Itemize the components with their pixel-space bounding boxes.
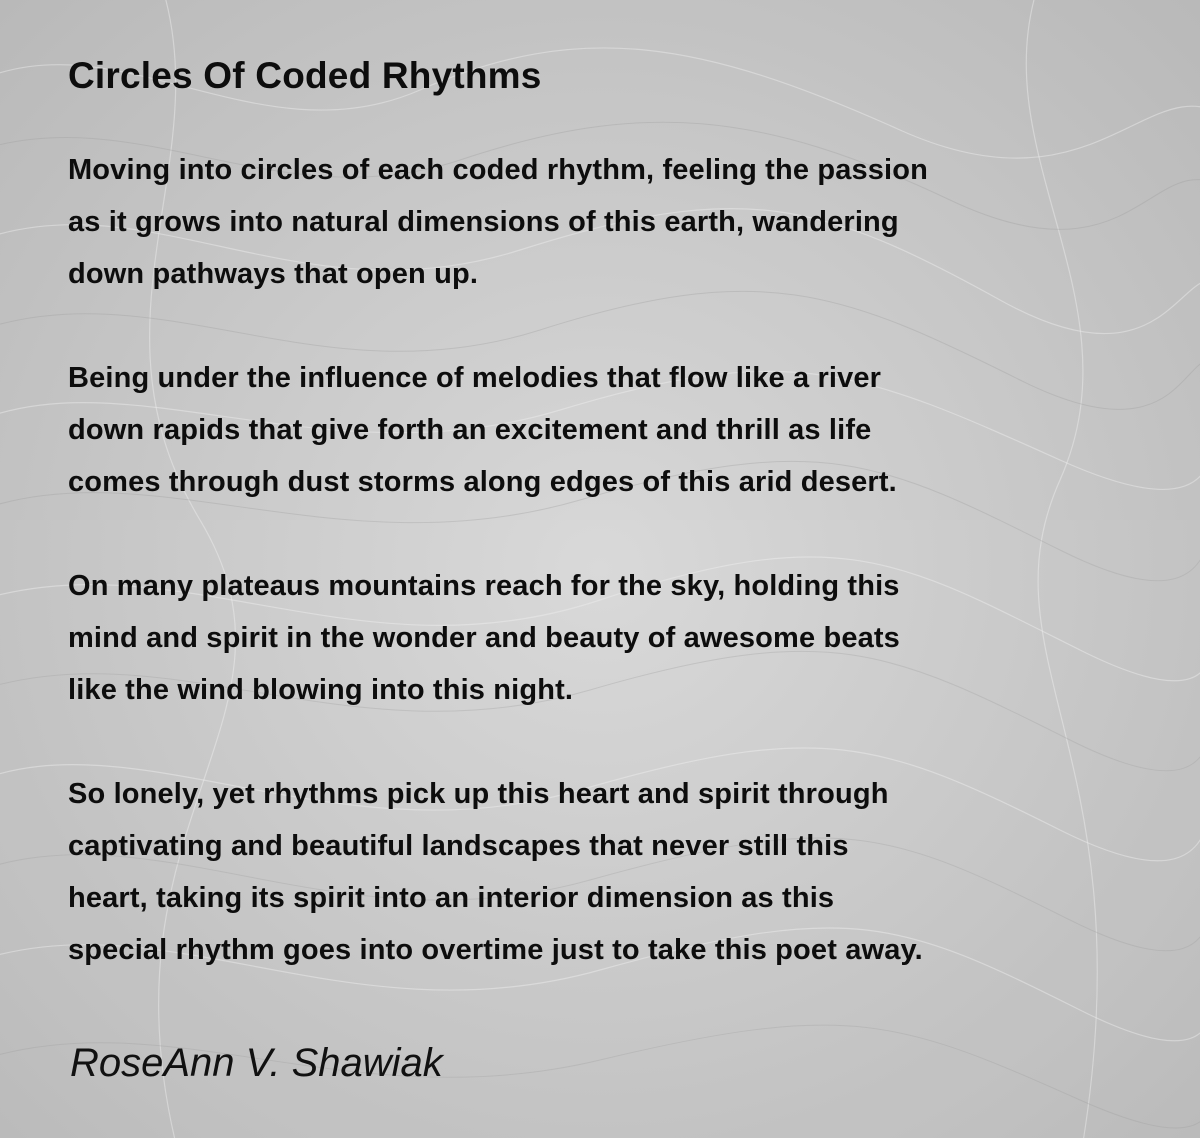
stanza bbox=[68, 352, 1068, 508]
poem-line: mind and spirit in the wonder and beauty of awesome beats bbox=[68, 622, 900, 654]
poem-line: down pathways that open up. bbox=[68, 258, 479, 290]
stanza bbox=[68, 768, 1068, 976]
poem-line: On many plateaus mountains reach for the sky, holding this bbox=[68, 570, 900, 602]
poem-line: like the wind blowing into this night. bbox=[68, 674, 574, 706]
poem-title: Circles Of Coded Rhythms bbox=[68, 55, 542, 96]
poem-line: special rhythm goes into overtime just to take this poet away. bbox=[68, 934, 923, 966]
poem bbox=[68, 50, 1068, 1028]
poem-line: heart, taking its spirit into an interior dimension as this bbox=[68, 882, 835, 914]
poem-line: Moving into circles of each coded rhythm, feeling the passion bbox=[68, 154, 928, 186]
poem-author: RoseAnn V. Shawiak bbox=[70, 1041, 443, 1085]
poem-line: comes through dust storms along edges of this arid desert. bbox=[68, 466, 897, 498]
stanza bbox=[68, 144, 1068, 300]
poem-line: Being under the influence of melodies that flow like a river bbox=[68, 362, 882, 394]
stanza bbox=[68, 560, 1068, 716]
poem-line: So lonely, yet rhythms pick up this heart and spirit through bbox=[68, 778, 889, 810]
poem-line: down rapids that give forth an excitement and thrill as life bbox=[68, 414, 872, 446]
poem-line: captivating and beautiful landscapes that never still this bbox=[68, 830, 849, 862]
poem-line: as it grows into natural dimensions of this earth, wandering bbox=[68, 206, 899, 238]
